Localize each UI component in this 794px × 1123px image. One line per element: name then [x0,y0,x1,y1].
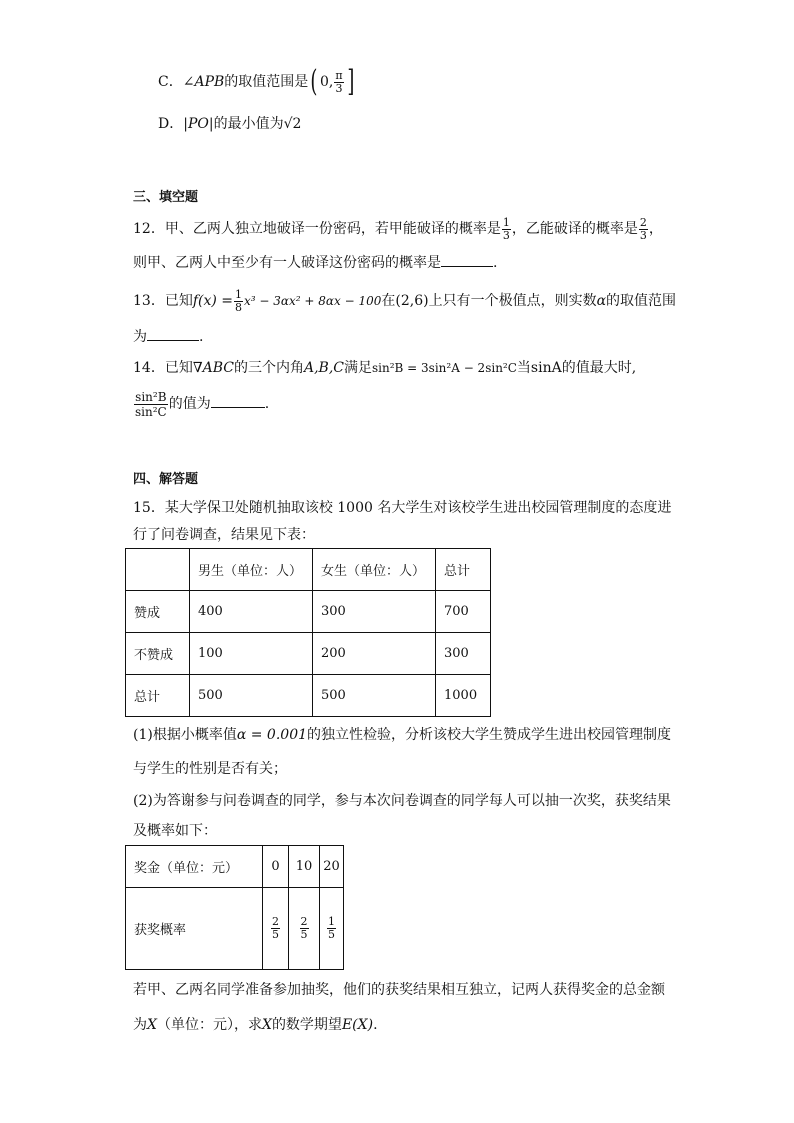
frac-num: sin²B [135,389,167,404]
answer-blank[interactable] [211,406,265,408]
table-row [126,675,491,717]
alpha-value: α = 0.001 [236,727,308,743]
q12-text4: 则甲、乙两人中至少有一人破译这份密码的概率是 [133,255,441,271]
table-row [126,888,344,970]
table-header: 女生（单位：人） [313,549,436,591]
part3-text-c: （单位：元），求 [156,1017,262,1033]
frac-den: 5 [272,928,279,941]
option-c: C．∠APB的取值范围是( 0, $\frac{\pi}{3}$ ] [158,64,354,99]
q14-text2: 的三个内角 [233,360,304,376]
answer-blank[interactable] [441,265,493,267]
sin-a: sinA [530,360,562,376]
pi-over-3 [334,70,343,95]
q14-line1 [133,356,636,380]
frac-num: 1 [502,215,510,229]
table-cell: 20 [320,846,344,888]
frac-den: 3 [502,228,510,242]
q14-number: 14． [133,360,165,376]
table-cell: 200 [313,633,436,675]
option-c-text: 的取值范围是 [224,74,309,90]
param-alpha: α [596,293,607,309]
function-def: f(x) = [192,293,234,309]
table-cell: 500 [313,675,436,717]
q13-number: 13． [133,293,165,309]
frac-den: 3 [335,81,343,95]
frac-num: 1 [235,287,243,301]
q13-text2: 在 [381,293,396,309]
table-cell [126,549,190,591]
q14-equation: sin²B = 3sin²A − 2sin²C [372,361,517,375]
triangle-abc: ∇ABC [192,360,234,376]
angle-var: APB [194,74,225,90]
var-x: X [147,1017,157,1033]
q14-text1: 已知 [164,360,193,376]
frac-num: 2 [300,915,308,928]
prob-fraction [271,916,280,941]
table-cell: 10 [289,846,320,888]
table-cell [289,888,320,970]
q15-part2-line2: 及概率如下： [133,823,217,839]
q15-part1-line2: 与学生的性别是否有关； [133,761,287,777]
q15-end: . [373,1017,378,1033]
option-d [158,112,301,136]
q13-interval: (2,6) [395,293,429,309]
q14-text3: 满足 [344,360,372,376]
table-cell: 400 [190,591,313,633]
table-cell [263,888,289,970]
prob-fraction [300,916,309,941]
q12-number: 12． [133,221,165,237]
q12-text2: ，乙能破译的概率是 [511,221,638,237]
table-cell: 700 [436,591,491,633]
q15-part2-line1: (2)为答谢参与问卷调查的同学，参与本次问卷调查的同学每人可以抽一次奖，获奖结果 [133,793,671,809]
range-start: 0, [320,74,334,90]
table-header: 男生（单位：人） [190,549,313,591]
table-cell [320,888,344,970]
table-cell: 总计 [126,675,190,717]
frac-den: 8 [235,300,243,314]
q15-line2: 行了问卷调查，结果见下表： [133,527,315,543]
frac-num: π [335,68,343,82]
part1-text-b: 的独立性检验，分析该校大学生赞成学生进出校园管理制度 [307,727,672,743]
q13-coef [234,289,243,314]
q12-line1 [133,215,663,243]
option-d-value: √2 [283,116,302,132]
frac-den: 5 [300,928,308,941]
q12-text1: 甲、乙两人独立地破译一份密码，若甲能破译的概率是 [164,221,501,237]
q14-line2 [133,388,269,420]
table-cell: 赞成 [126,591,190,633]
q12-frac1 [502,217,511,242]
table-cell: 300 [436,633,491,675]
survey-table [125,548,491,717]
frac-den: sin²C [135,404,167,419]
q13-line2 [133,326,203,348]
table-header: 总计 [436,549,491,591]
prize-table [125,845,344,970]
part1-text-a: (1)根据小概率值 [133,727,237,743]
frac-num: 2 [639,215,647,229]
q12-text3: ， [648,221,663,237]
section-heading-3: 三、填空题 [133,190,199,205]
q14-text5: 的值最大时, [561,360,637,376]
part3-text-b: 为 [133,1017,147,1033]
q13-text3: 上只有一个极值点，则实数 [428,293,597,309]
table-row [126,591,491,633]
po-abs: |PO| [183,116,214,132]
q13-text1: 已知 [164,293,193,309]
table-cell: 1000 [436,675,491,717]
q14-text4: 当 [516,360,531,376]
expectation: E(X) [341,1017,374,1033]
table-cell: 不赞成 [126,633,190,675]
q15-part3-line2 [133,1014,378,1034]
q15-part3-line1: 若甲、乙两名同学准备参加抽奖，他们的获奖结果相互独立，记两人获得奖金的总金额 [133,982,665,998]
table-header: 奖金（单位：元） [126,846,263,888]
q13-end: . [199,329,204,345]
answer-blank[interactable] [147,339,199,341]
q13-text5: 为 [133,329,147,345]
table-row [126,633,491,675]
option-d-text: 的最小值为 [213,116,284,132]
function-expr: x³ − 3αx² + 8αx − 100 [244,294,382,308]
q14-end: . [264,396,270,412]
q12-line2 [133,252,497,274]
frac-den: 5 [328,928,335,941]
table-cell: 100 [190,633,313,675]
table-cell: 300 [313,591,436,633]
part3-text-d: 的数学期望 [271,1017,342,1033]
section-heading-4: 四、解答题 [133,472,199,487]
angle-symbol: ∠ [182,74,195,90]
frac-num: 2 [272,915,279,928]
q15-line1: 15．某大学保卫处随机抽取该校 1000 名大学生对该校学生进出校园管理制度的态度进 [133,500,672,516]
q12-end: . [493,255,498,271]
table-row [126,846,344,888]
table-cell: 500 [190,675,313,717]
prob-fraction [327,916,336,941]
angles-abc: A,B,C [303,360,344,376]
table-cell: 获奖概率 [126,888,263,970]
table-cell: 0 [263,846,289,888]
q14-text6: 的值为 [168,396,211,412]
q14-ratio [134,390,168,419]
option-d-label: D． [158,116,184,132]
var-x: X [261,1017,272,1033]
frac-den: 3 [639,228,647,242]
q13-line1 [133,286,676,316]
option-c-label: C． [158,74,183,90]
q12-frac2 [639,217,648,242]
q13-text4: 的取值范围 [606,293,677,309]
table-header-row [126,549,491,591]
q15-part1-line1 [133,724,671,744]
frac-num: 1 [328,915,335,928]
